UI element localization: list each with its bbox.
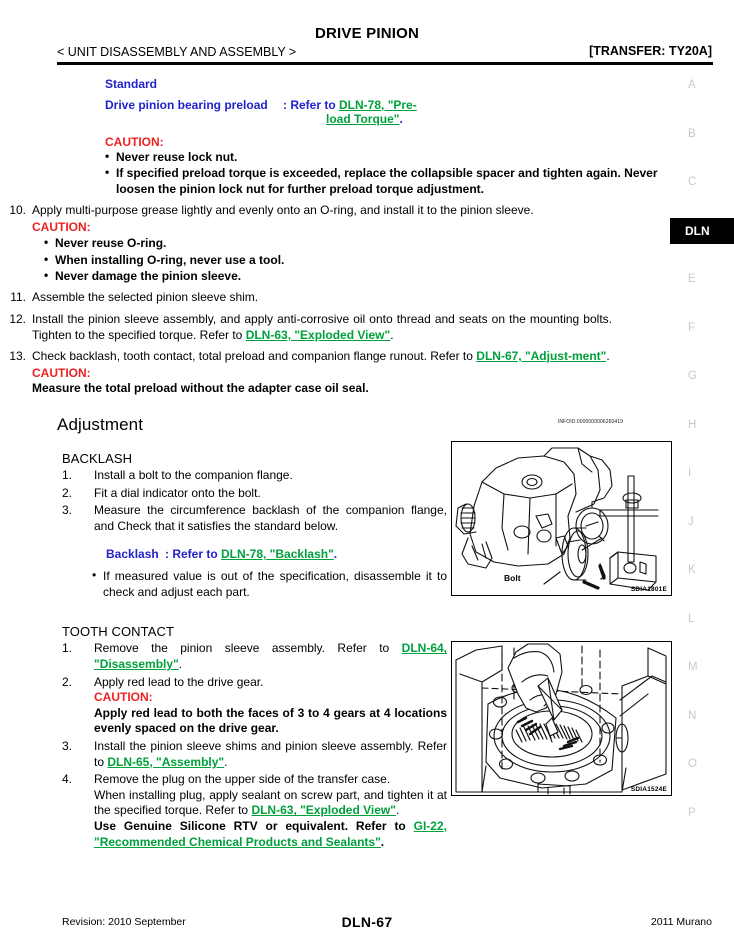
step-text: Install the pinion sleeve assembly, and apply anti-corrosive oil onto thread and seats on the mounting bolts. Tighten to the specified torque. Refer to DLN-63, "Exploded View". bbox=[32, 311, 612, 342]
step-text: Apply red lead to the drive gear. bbox=[94, 674, 264, 689]
assembly-step bbox=[0, 349, 612, 397]
assembly-step-list bbox=[0, 203, 612, 397]
backlash-spec-row bbox=[62, 547, 447, 561]
step-text: Apply multi-purpose grease lightly and evenly onto an O-ring, and install it to the pinion sleeve. bbox=[32, 203, 534, 218]
backlash-step bbox=[62, 486, 447, 502]
step-text: Remove the pinion sleeve assembly. Refer to DLN-64, "Disassembly". bbox=[94, 641, 447, 672]
xref-link[interactable]: DLN-63, "Exploded View" bbox=[251, 803, 396, 818]
figure-caption-bolt: Bolt bbox=[504, 573, 521, 583]
index-tab-label: C bbox=[688, 176, 697, 188]
section-index-column bbox=[670, 66, 734, 856]
top-caution-block bbox=[105, 135, 672, 197]
step-caution-list bbox=[44, 236, 612, 284]
step-caution-label: CAUTION: bbox=[32, 365, 91, 380]
spec-suffix: . bbox=[399, 112, 403, 126]
top-caution-list bbox=[105, 150, 672, 197]
step-caution-body: Measure the total preload without the adapter case oil seal. bbox=[32, 381, 369, 396]
step-caution-label: CAUTION: bbox=[94, 690, 153, 705]
index-tab-label: M bbox=[688, 661, 698, 673]
index-tab-f[interactable] bbox=[670, 315, 734, 341]
breadcrumb: < UNIT DISASSEMBLY AND ASSEMBLY > bbox=[57, 45, 297, 59]
step-text-bold: Use Genuine Silicone RTV or equivalent. Refer to GI-22, "Recommended Chemical Products and Sealants". bbox=[94, 819, 447, 849]
backlash-heading: BACKLASH bbox=[62, 450, 133, 466]
step-caution-bullet: • Never damage the pinion sleeve. bbox=[44, 269, 612, 284]
page-title: DRIVE PINION bbox=[314, 25, 420, 42]
step-caution-label: CAUTION: bbox=[32, 219, 91, 234]
backlash-spec-prefix: : Refer to bbox=[165, 547, 222, 562]
step-text: Check backlash, tooth contact, total preload and companion flange runout. Refer to DLN-67, "Adjust-ment". bbox=[32, 349, 610, 364]
footer-revision: Revision: 2010 September bbox=[62, 916, 186, 928]
xref-dln78-backlash[interactable]: DLN-78, "Backlash" bbox=[221, 547, 334, 562]
index-tab-label: J bbox=[688, 515, 694, 528]
index-tab-e[interactable] bbox=[670, 266, 734, 292]
assembly-step bbox=[0, 312, 612, 343]
step-number: 13. bbox=[9, 349, 26, 364]
tooth-contact-step bbox=[62, 772, 447, 850]
backlash-spec-value bbox=[165, 547, 447, 561]
step-number: 1. bbox=[62, 641, 73, 656]
backlash-spec-suffix: . bbox=[333, 547, 338, 562]
adjustment-infoid: INFOID:0000000006260419 bbox=[557, 418, 623, 425]
xref-dln78-preload-line2[interactable]: load Torque" bbox=[326, 112, 400, 126]
index-tab-label: H bbox=[688, 418, 697, 431]
step-number: 11. bbox=[10, 290, 26, 305]
drive-gear-red-lead-illustration bbox=[452, 642, 671, 795]
backlash-step bbox=[62, 503, 447, 534]
index-tab-dln[interactable] bbox=[670, 218, 734, 244]
standard-label: Standard bbox=[105, 77, 158, 91]
step-body bbox=[32, 349, 612, 397]
step-number: 4. bbox=[62, 772, 73, 787]
index-tab-label: A bbox=[688, 79, 696, 91]
backlash-spec-name: Backlash bbox=[106, 547, 159, 562]
xref-link[interactable]: GI-22, "Recommended Chemical Products and Sealants" bbox=[94, 819, 447, 849]
index-tab-b[interactable] bbox=[670, 121, 734, 147]
spec-row-preload bbox=[105, 98, 672, 126]
assembly-step bbox=[0, 203, 612, 284]
index-tab-n[interactable] bbox=[670, 703, 734, 729]
footer-page-number: DLN-67 bbox=[341, 914, 393, 930]
xref-link[interactable]: DLN-64, "Disassembly" bbox=[94, 641, 447, 672]
step-body bbox=[32, 312, 612, 343]
step-number: 2. bbox=[62, 674, 73, 689]
step-text: When installing plug, apply sealant on screw part, and tighten it at the specified torque. Refer to DLN-63, "Exploded View". bbox=[94, 787, 447, 818]
page-header bbox=[0, 0, 734, 66]
step-text: Install a bolt to the companion flange. bbox=[94, 467, 293, 482]
index-tab-label: I bbox=[688, 467, 692, 479]
step-text: Measure the circumference backlash of the companion flange, and Check that it satisfies the standard below. bbox=[94, 503, 447, 533]
index-tab-label: B bbox=[688, 127, 696, 140]
step-text: Fit a dial indicator onto the bolt. bbox=[94, 485, 261, 500]
index-tab-c[interactable] bbox=[670, 169, 734, 195]
figure-id-backlash: SDIA1801E bbox=[630, 586, 667, 593]
tooth-contact-step bbox=[62, 739, 447, 770]
tooth-contact-heading: TOOTH CONTACT bbox=[62, 624, 175, 640]
backlash-note-list bbox=[92, 569, 447, 600]
caution-label: CAUTION: bbox=[105, 135, 164, 149]
step-text: Install the pinion sleeve shims and pinion sleeve assembly. Refer to DLN-65, "Assembly". bbox=[94, 739, 447, 769]
index-tab-a[interactable] bbox=[670, 72, 734, 98]
index-tab-o[interactable] bbox=[670, 751, 734, 777]
header-divider bbox=[57, 62, 713, 65]
step-number: 12. bbox=[9, 311, 26, 326]
index-tab-h[interactable] bbox=[670, 412, 734, 438]
backlash-step bbox=[62, 468, 447, 484]
tooth-contact-step-list bbox=[62, 641, 447, 850]
xref-dln78-preload-line1[interactable]: DLN-78, "Pre- bbox=[339, 98, 417, 112]
spec-prefix: : Refer to bbox=[283, 98, 340, 112]
backlash-step-list bbox=[62, 468, 447, 534]
figure-id-tooth-contact: SDIA1524E bbox=[630, 786, 667, 793]
index-tab-label: E bbox=[688, 273, 696, 285]
xref-link[interactable]: DLN-67, "Adjust-ment" bbox=[476, 349, 607, 364]
footer-model: 2011 Murano bbox=[650, 916, 712, 928]
index-tab-label: F bbox=[688, 321, 696, 334]
index-tab-l[interactable] bbox=[670, 606, 734, 632]
assembly-step bbox=[0, 290, 612, 306]
xref-link[interactable]: DLN-65, "Assembly" bbox=[107, 754, 225, 769]
step-number: 3. bbox=[62, 739, 73, 754]
caution-bullet: • If specified preload torque is exceeded, replace the collapsible spacer and tighten again. Never loosen the pinion lock nut for further preload torque adjustment. bbox=[105, 166, 672, 197]
index-tab-label: G bbox=[688, 370, 697, 382]
index-tab-label: P bbox=[688, 806, 696, 819]
tooth-contact-step bbox=[62, 641, 447, 672]
spec-row-value bbox=[283, 98, 672, 126]
index-tab-label: L bbox=[688, 612, 695, 625]
index-tab-k[interactable] bbox=[670, 557, 734, 583]
step-number: 2. bbox=[62, 485, 73, 500]
index-tab-label: DLN bbox=[685, 223, 710, 238]
backlash-figure bbox=[451, 441, 672, 596]
page-footer bbox=[0, 914, 734, 936]
backlash-body bbox=[62, 468, 447, 601]
standard-spec-block bbox=[0, 77, 672, 126]
adjustment-heading: Adjustment bbox=[57, 414, 144, 434]
step-number: 10. bbox=[9, 203, 26, 218]
tooth-contact-step bbox=[62, 675, 447, 737]
backlash-note: • If measured value is out of the specification, disassemble it to check and adjust each part. bbox=[92, 569, 447, 600]
step-text: Remove the plug on the upper side of the transfer case. bbox=[94, 772, 391, 787]
caution-bullet: • Never reuse lock nut. bbox=[105, 150, 672, 165]
step-number: 3. bbox=[62, 503, 73, 518]
index-tab-label: O bbox=[688, 758, 697, 770]
tooth-contact-figure bbox=[451, 641, 672, 796]
step-body bbox=[32, 203, 612, 284]
step-text: Assemble the selected pinion sleeve shim. bbox=[32, 290, 259, 305]
step-caution-body: Apply red lead to both the faces of 3 to 4 gears at 4 locations evenly spaced on the drive gear. bbox=[94, 705, 447, 736]
step-caution-bullet: • Never reuse O-ring. bbox=[44, 236, 612, 251]
index-tab-p[interactable] bbox=[670, 800, 734, 826]
step-body bbox=[32, 290, 612, 306]
index-tab-j[interactable] bbox=[670, 509, 734, 535]
step-number: 1. bbox=[62, 467, 73, 482]
transfer-case-dial-indicator-illustration bbox=[452, 442, 671, 595]
index-tab-m[interactable] bbox=[670, 654, 734, 680]
index-tab-i[interactable] bbox=[670, 460, 734, 486]
spec-row-name: Drive pinion bearing preload bbox=[105, 98, 268, 112]
system-tag: [TRANSFER: TY20A] bbox=[589, 44, 712, 58]
adjustment-heading-row bbox=[0, 397, 672, 435]
step-caution-bullet: • When installing O-ring, never use a tool. bbox=[44, 253, 612, 268]
index-tab-g[interactable] bbox=[670, 363, 734, 389]
xref-link[interactable]: DLN-63, "Exploded View" bbox=[245, 327, 391, 342]
index-tab-label: N bbox=[688, 709, 697, 722]
tooth-contact-body bbox=[62, 641, 447, 850]
index-tab-label: K bbox=[688, 564, 696, 576]
